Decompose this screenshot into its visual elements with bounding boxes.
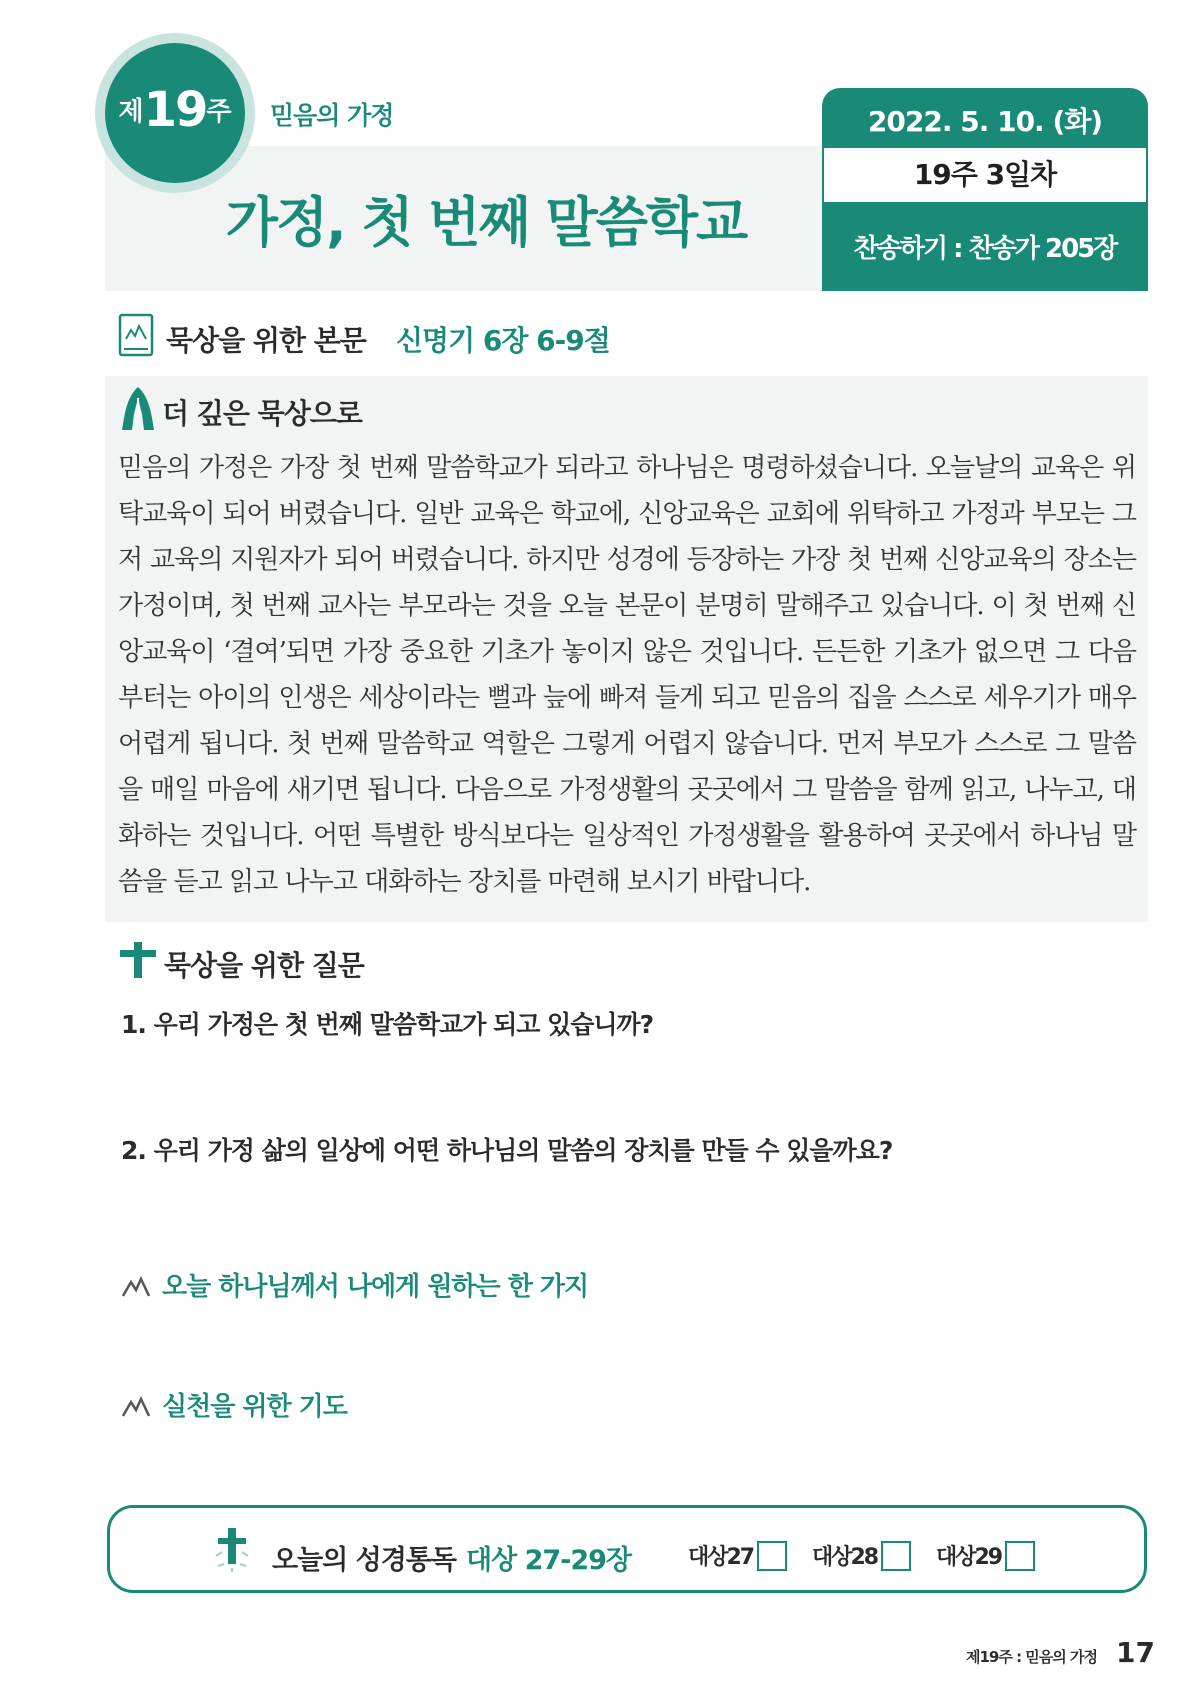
hymn: 찬송하기 : 찬송가 205장	[853, 234, 1117, 264]
scripture-label: 묵상을 위한 본문	[166, 324, 366, 357]
book-icon	[118, 313, 154, 357]
checkbox[interactable]	[757, 1541, 787, 1571]
meditation-heading: 더 깊은 묵상으로	[162, 397, 362, 430]
page-number: 17	[1116, 1636, 1155, 1669]
reading-check-1[interactable]	[688, 1540, 787, 1574]
questions-heading: 묵상을 위한 질문	[164, 949, 364, 982]
week-suffix: 주	[206, 97, 232, 127]
cross-icon	[118, 940, 158, 980]
week-label	[105, 82, 245, 142]
week-number: 19	[143, 82, 207, 138]
scripture-reference: 신명기 6장 6-9절	[396, 324, 610, 357]
week-prefix: 제	[118, 97, 144, 127]
meditation-body: 믿음의 가정은 가장 첫 번째 말씀학교가 되라고 하나님은 명령하셨습니다. 오늘날의 교육은 위탁교육이 되어 버렸습니다. 일반 교육은 학교에, 신앙교육은 교회에 위탁하고 가정과 부모는 그저 교육의 지원자가 되어 버렸습니다. 하지만 성경에 등장하는 가장 첫 번째 신앙교육의 장소는 가정이며, 첫 번째 교사는 부모라는 것을 오늘 본문이 분명히 말해주고 있습니다. 이 첫 번째 신앙교육이 ‘결여’되면 가장 중요한 기초가 놓이지 않은 것입니다. 든든한 기초가 없으면 그 다음부터는 아이의 인생은 세상이라는 뻘과 늪에 빠져 들게 되고 믿음의 집을 스스로 세우기가 매우 어렵게 됩니다. 첫 번째 말씀학교 역할은 그렇게 어렵지 않습니다. 먼저 부모가 스스로 그 말씀을 매일 마음에 새기면 됩니다. 다음으로 가정생활의 곳곳에서 그 말씀을 함께 읽고, 나누고, 대화하는 것입니다. 어떤 특별한 방식보다는 일상적인 가정생활을 활용하여 곳곳에서 하나님 말씀을 듣고 읽고 나누고 대화하는 장치를 마련해 보시기 바랍니다.	[118, 453, 1136, 897]
footer-label: 제19주 : 믿음의 가정	[966, 1648, 1097, 1666]
series-title: 믿음의 가정	[270, 101, 394, 130]
prayer-heading: 실천을 위한 기도	[162, 1392, 347, 1422]
reading-check-2[interactable]	[812, 1540, 911, 1574]
date-box	[822, 88, 1148, 291]
reading-range: 대상 27-29장	[466, 1545, 631, 1576]
question-1: 1. 우리 가정은 첫 번째 말씀학교가 되고 있습니까?	[121, 1010, 654, 1039]
mountain-icon	[121, 1276, 151, 1298]
reading-check-3[interactable]	[936, 1540, 1035, 1574]
reading-check-label: 대상28	[812, 1545, 878, 1570]
reading-check-label: 대상29	[936, 1545, 1002, 1570]
date: 2022. 5. 10. (화)	[867, 105, 1103, 138]
day-label: 19주 3일차	[824, 148, 1146, 202]
reading-check-label: 대상27	[688, 1545, 754, 1570]
question-2: 2. 우리 가정 삶의 일상에 어떤 하나님의 말씀의 장치를 만들 수 있을까요?	[121, 1136, 893, 1165]
mountain-icon	[121, 1396, 151, 1418]
one-thing-heading: 오늘 하나님께서 나에게 원하는 한 가지	[162, 1272, 589, 1302]
reading-label: 오늘의 성경통독	[272, 1545, 456, 1576]
checkbox[interactable]	[1005, 1541, 1035, 1571]
page-title: 가정, 첫 번째 말씀학교	[225, 191, 747, 254]
cross-light-icon	[210, 1524, 254, 1574]
checkbox[interactable]	[881, 1541, 911, 1571]
praying-hands-icon	[118, 384, 158, 432]
